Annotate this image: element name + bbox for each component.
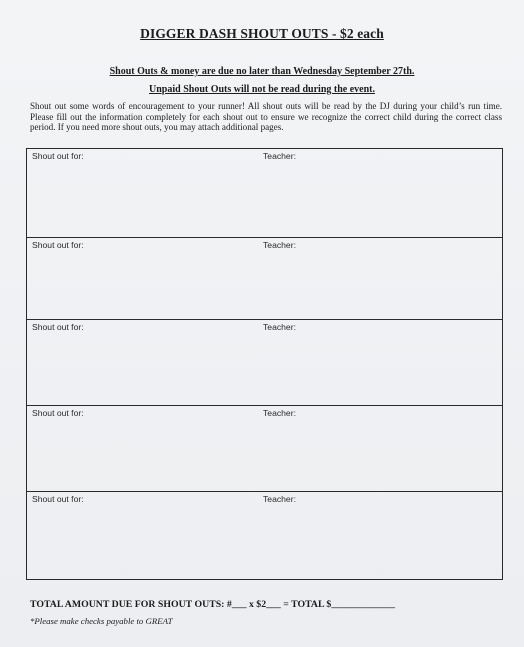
shout-out-slot-4[interactable]	[27, 405, 502, 491]
due-date-notice: Shout Outs & money are due no later than Wednesday September 27th.	[109, 66, 415, 77]
total-prefix: TOTAL AMOUNT DUE FOR SHOUT OUTS: #	[30, 599, 232, 610]
teacher-label: Teacher:	[263, 240, 296, 250]
total-amount-line	[30, 599, 395, 610]
total-blank[interactable]: _____________	[331, 599, 395, 610]
teacher-label: Teacher:	[263, 408, 296, 418]
shout-out-slot-2[interactable]	[27, 237, 502, 319]
total-equals: = TOTAL $	[280, 599, 332, 610]
shout-out-slot-1[interactable]	[27, 149, 502, 237]
total-multiplier: x $2	[246, 599, 267, 610]
shout-out-slot-3[interactable]	[27, 319, 502, 405]
teacher-label: Teacher:	[263, 494, 296, 504]
teacher-label: Teacher:	[263, 151, 296, 161]
shout-out-slot-5[interactable]	[27, 491, 502, 581]
page-title: DIGGER DASH SHOUT OUTS - $2 each	[140, 26, 384, 41]
payment-footnote: *Please make checks payable to GREAT	[30, 616, 173, 626]
quantity-blank[interactable]: ___	[231, 599, 247, 610]
shout-out-table	[26, 148, 503, 580]
instructions-paragraph: Shout out some words of encouragement to your runner! All shout outs will be read by the DJ during your child’s run time. Please fill out the information completely for each shout out to ensure we recognize the correct child during the correct class period. If you need more shout outs, you may attach additional pages.	[30, 101, 502, 133]
teacher-label: Teacher:	[263, 322, 296, 332]
shout-out-for-label: Shout out for:	[32, 494, 84, 504]
shout-out-for-label: Shout out for:	[32, 240, 84, 250]
shout-out-for-label: Shout out for:	[32, 151, 84, 161]
unpaid-notice: Unpaid Shout Outs will not be read during the event.	[149, 84, 375, 95]
price-blank[interactable]: ___	[266, 599, 281, 610]
shout-out-for-label: Shout out for:	[32, 408, 84, 418]
shout-out-for-label: Shout out for:	[32, 322, 84, 332]
